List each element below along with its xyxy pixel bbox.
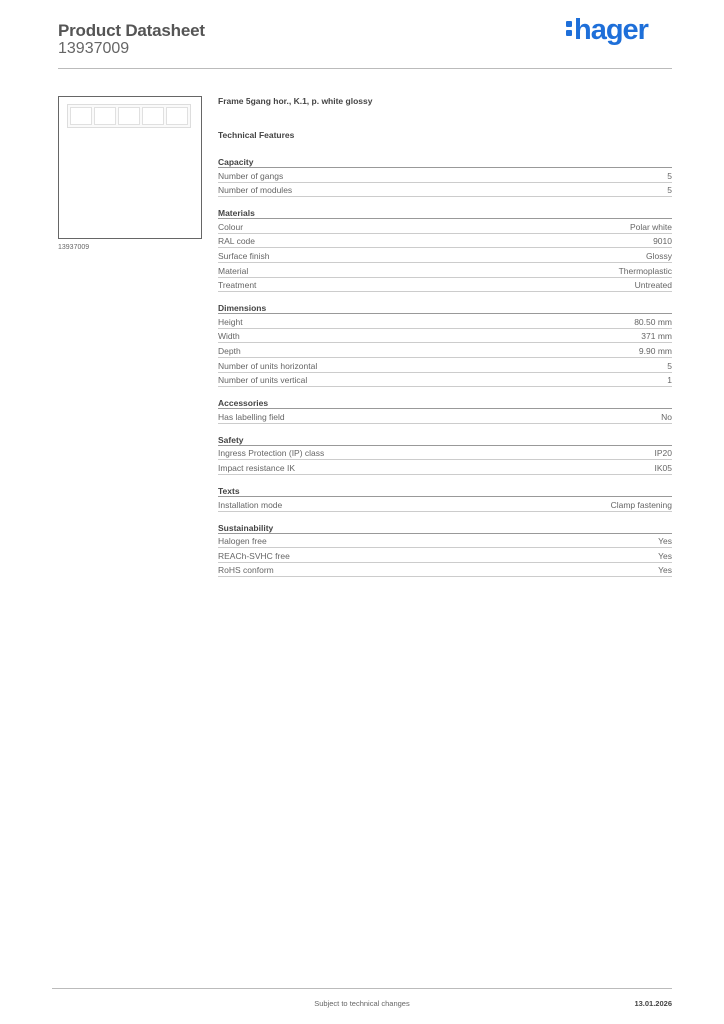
section-title: Accessories [218, 395, 672, 409]
spec-row [218, 534, 672, 549]
section-title: Capacity [218, 154, 672, 168]
spec-row [218, 248, 672, 263]
footer-note: Subject to technical changes [314, 999, 410, 1008]
spec-value: Yes [658, 565, 672, 576]
spec-row [218, 358, 672, 373]
spec-label: Height [218, 316, 243, 327]
spec-row [218, 548, 672, 563]
spec-row [218, 563, 672, 578]
spec-content [218, 96, 672, 577]
frame-gang-cell [166, 107, 188, 125]
spec-value: 1 [667, 375, 672, 386]
spec-row [218, 168, 672, 183]
spec-label: Depth [218, 345, 241, 356]
spec-row [218, 314, 672, 329]
spec-row [218, 278, 672, 293]
spec-section-dimensions [218, 300, 672, 387]
spec-label: Installation mode [218, 499, 283, 510]
spec-row [218, 409, 672, 424]
spec-sections [218, 154, 672, 577]
spec-label: Number of gangs [218, 170, 284, 181]
spec-section-texts [218, 483, 672, 512]
spec-label: Number of modules [218, 185, 293, 196]
product-image [58, 96, 202, 239]
frame-5gang-illustration [67, 104, 191, 128]
spec-row [218, 343, 672, 358]
spec-value: Yes [658, 550, 672, 561]
spec-section-safety [218, 432, 672, 475]
spec-label: RoHS conform [218, 565, 274, 576]
frame-gang-cell [142, 107, 164, 125]
spec-value: Yes [658, 536, 672, 547]
spec-value: 5 [667, 170, 672, 181]
page-title: Product Datasheet [58, 21, 205, 40]
spec-value: Clamp fastening [610, 499, 672, 510]
spec-row [218, 460, 672, 475]
spec-value: IK05 [654, 462, 672, 473]
spec-label: Width [218, 331, 240, 342]
spec-row [218, 219, 672, 234]
spec-value: IP20 [654, 448, 672, 459]
spec-row [218, 183, 672, 198]
spec-value: Glossy [646, 250, 672, 261]
spec-row [218, 329, 672, 344]
spec-value: 9.90 mm [638, 345, 672, 356]
hager-logo [566, 14, 648, 47]
technical-features-heading: Technical Features [218, 130, 295, 140]
spec-value: Polar white [629, 221, 672, 232]
spec-value: 5 [667, 360, 672, 371]
spec-value: 9010 [653, 236, 672, 247]
spec-section-sustainability [218, 520, 672, 578]
image-caption: 13937009 [58, 244, 90, 251]
frame-gang-cell [118, 107, 140, 125]
spec-label: Ingress Protection (IP) class [218, 448, 325, 459]
spec-label: Impact resistance IK [218, 462, 296, 473]
footer-divider [52, 988, 672, 989]
product-name: Frame 5gang hor., K.1, p. white glossy [218, 96, 373, 106]
spec-label: Colour [218, 221, 244, 232]
section-title: Texts [218, 483, 672, 497]
spec-value: Thermoplastic [618, 265, 672, 276]
spec-section-materials [218, 205, 672, 292]
spec-label: RAL code [218, 236, 256, 247]
frame-gang-cell [94, 107, 116, 125]
spec-section-accessories [218, 395, 672, 424]
spec-row [218, 234, 672, 249]
spec-row [218, 263, 672, 278]
spec-label: REACh-SVHC free [218, 550, 290, 561]
logo-text: hager [574, 14, 648, 46]
frame-gang-cell [70, 107, 92, 125]
logo-dots-icon [566, 18, 573, 38]
spec-label: Number of units vertical [218, 375, 308, 386]
spec-value: 5 [667, 185, 672, 196]
spec-label: Material [218, 265, 249, 276]
spec-value: Untreated [634, 280, 672, 291]
spec-label: Number of units horizontal [218, 360, 318, 371]
product-number: 13937009 [58, 40, 130, 57]
spec-label: Surface finish [218, 250, 270, 261]
section-title: Materials [218, 205, 672, 219]
spec-section-capacity [218, 154, 672, 197]
spec-value: No [661, 411, 672, 422]
spec-row [218, 373, 672, 388]
section-title: Sustainability [218, 520, 672, 534]
section-title: Safety [218, 432, 672, 446]
spec-value: 371 mm [641, 331, 672, 342]
section-title: Dimensions [218, 300, 672, 314]
footer-date: 13.01.2026 [634, 999, 672, 1008]
header-divider [58, 68, 672, 69]
spec-label: Halogen free [218, 536, 267, 547]
spec-row [218, 497, 672, 512]
spec-value: 80.50 mm [634, 316, 672, 327]
spec-label: Treatment [218, 280, 257, 291]
spec-label: Has labelling field [218, 411, 285, 422]
spec-row [218, 446, 672, 461]
